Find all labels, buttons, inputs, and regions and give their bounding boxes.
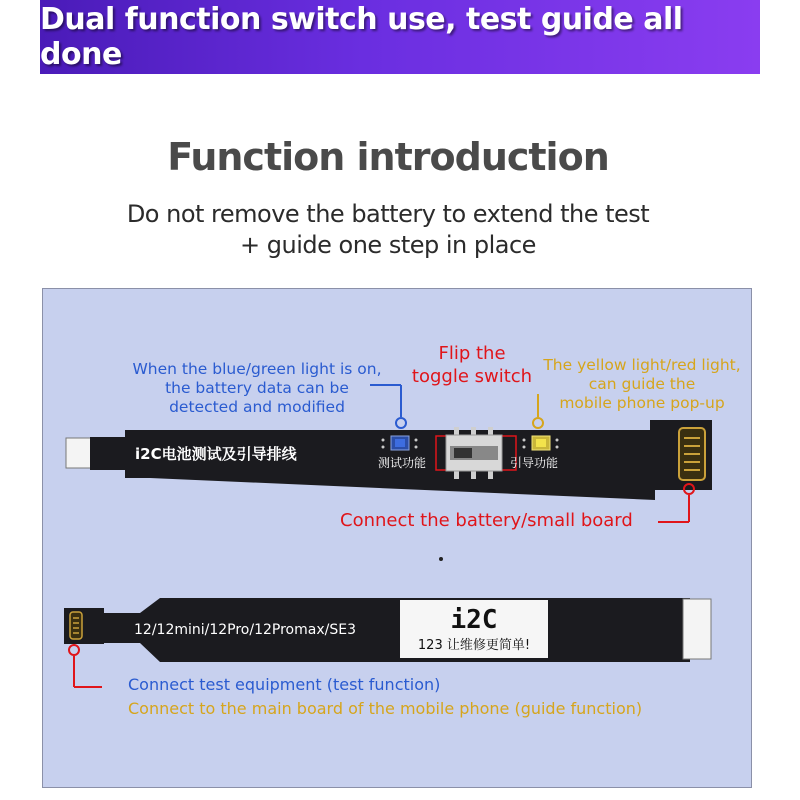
yellow-light-annotation (532, 356, 752, 413)
yellow-light-line1: The yellow light/red light, (543, 356, 741, 374)
yellow-led-core (536, 439, 546, 447)
bottom-cable-right-tab (683, 599, 711, 659)
toggle-switch-knob (454, 448, 472, 458)
equipment-leader (69, 645, 102, 687)
banner-title: Dual function switch use, test guide all done (40, 2, 683, 72)
section-title: Function introduction (167, 135, 609, 179)
equipment-connector (70, 612, 82, 639)
section-subtitle-line2: + guide one step in place (240, 231, 536, 259)
blue-light-annotation (122, 360, 392, 417)
top-cable-label: i2C电池测试及引导排线 (135, 445, 297, 463)
blue-light-line2: the battery data can be (165, 379, 349, 397)
yellow-marker-icon (533, 418, 543, 428)
section-subtitle-line1: Do not remove the battery to extend the test (126, 200, 650, 228)
equipment-connect-annotation: Connect test equipment (test function) (128, 675, 441, 694)
toggle-line1: Flip the (438, 343, 506, 364)
blue-light-line1: When the blue/green light is on, (132, 360, 382, 378)
equipment-marker-icon (69, 645, 79, 655)
top-cable-neck (90, 437, 130, 470)
guide-function-label: 引导功能 (510, 456, 559, 470)
blue-marker-icon (396, 418, 406, 428)
battery-connect-annotation: Connect the battery/small board (340, 510, 633, 531)
yellow-light-line3: mobile phone pop-up (559, 394, 725, 412)
blue-light-line3: detected and modified (169, 398, 345, 416)
blue-led-core (395, 439, 405, 447)
yellow-light-line2: can guide the (588, 375, 696, 393)
top-cable-left-tab (66, 438, 92, 468)
mainboard-connect-annotation: Connect to the main board of the mobile phone (guide function) (128, 699, 643, 718)
toggle-switch-annotation (402, 342, 542, 388)
i2c-logo: i2C (450, 605, 498, 635)
bottom-cable-model-label: 12/12mini/12Pro/12Promax/SE3 (134, 622, 356, 638)
i2c-slogan: 123 让维修更简单! (417, 638, 531, 653)
separator-dot (439, 557, 443, 561)
toggle-line2: toggle switch (411, 366, 533, 387)
test-function-label: 测试功能 (378, 456, 427, 470)
